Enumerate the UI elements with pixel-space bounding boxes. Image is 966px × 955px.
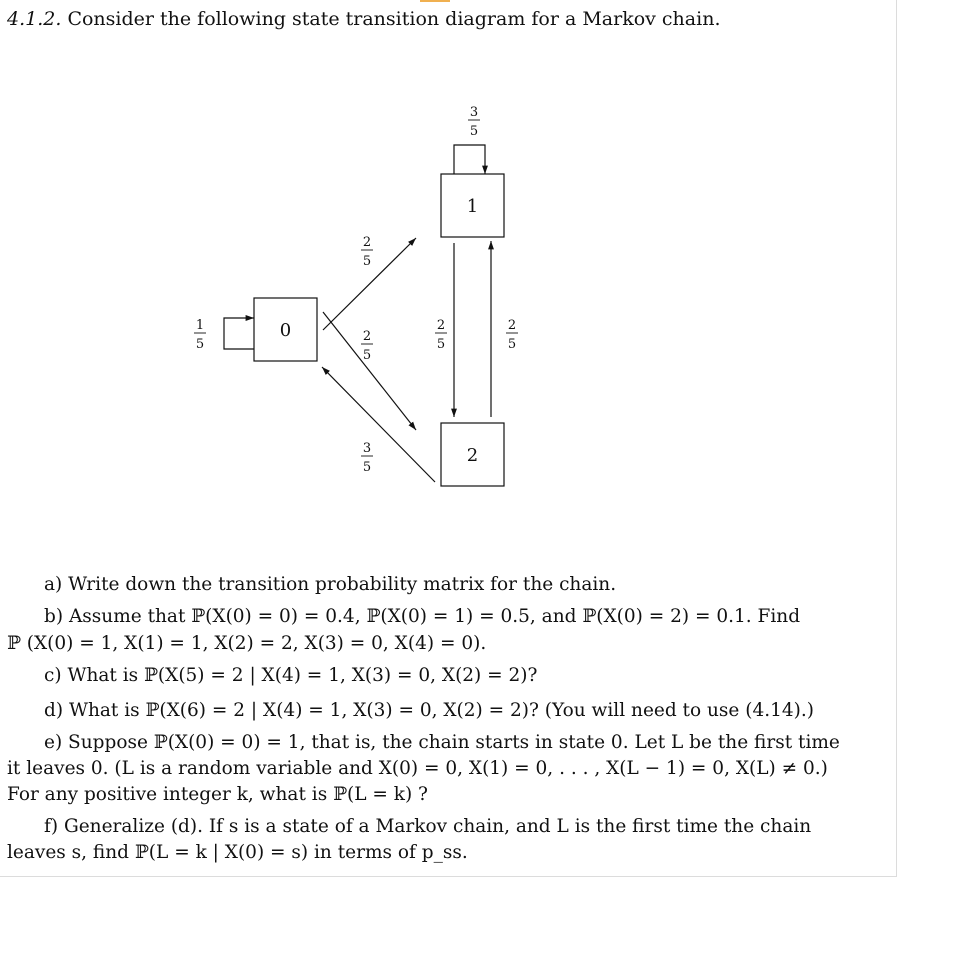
state-2-label: 2 [466,445,479,466]
edge-0-to-0 [224,318,254,349]
edge-0-to-1 [323,238,416,330]
part-e-line-3: For any positive integer k, what is ℙ(L = k) ? [7,784,428,805]
part-e-line-1: e) Suppose ℙ(X(0) = 0) = 1, that is, the chain starts in state 0. Let L be the first time [44,732,840,753]
edge-2-to-0 [322,367,435,482]
svg-text:5: 5 [362,460,372,475]
svg-text:2: 2 [362,329,372,344]
prob-label-0-to-2 [361,329,373,363]
part-f-line-1: f) Generalize (d). If s is a state of a Markov chain, and L is the first time the chain [44,816,812,837]
svg-text:5: 5 [362,348,372,363]
state-0-label: 0 [279,320,292,341]
edge-1-to-1 [454,145,485,174]
prob-label-1-to-2 [435,318,447,352]
svg-text:5: 5 [436,337,446,352]
part-b-line-1: b) Assume that ℙ(X(0) = 0) = 0.4, ℙ(X(0) = 1) = 0.5, and ℙ(X(0) = 2) = 0.1. Find [44,606,801,627]
svg-text:5: 5 [362,254,372,269]
part-e-line-2: it leaves 0. (L is a random variable and X(0) = 0, X(1) = 0, . . . , X(L − 1) = 0, X(L) ≠ 0.) [7,758,828,779]
svg-text:1: 1 [195,318,205,333]
svg-text:2: 2 [362,235,372,250]
svg-text:3: 3 [469,105,479,120]
svg-text:2: 2 [507,318,517,333]
problem-number: 4.1.2. [7,8,62,30]
svg-text:5: 5 [507,337,517,352]
prob-label-1-to-1 [468,105,480,139]
svg-text:3: 3 [362,441,372,456]
part-c: c) What is ℙ(X(5) = 2 | X(4) = 1, X(3) = 0, X(2) = 2)? [44,665,538,686]
prob-label-0-to-1 [361,235,373,269]
prob-label-0-to-0 [194,318,206,352]
part-b-line-2: ℙ (X(0) = 1, X(1) = 1, X(2) = 2, X(3) = 0, X(4) = 0). [7,633,487,654]
problem-intro: Consider the following state transition diagram for a Markov chain. [67,8,721,30]
part-a: a) Write down the transition probability matrix for the chain. [44,574,617,595]
svg-text:5: 5 [469,124,479,139]
prob-label-2-to-0 [361,441,373,475]
svg-text:5: 5 [195,337,205,352]
svg-text:2: 2 [436,318,446,333]
part-d: d) What is ℙ(X(6) = 2 | X(4) = 1, X(3) = 0, X(2) = 2)? (You will need to use (4.14).) [44,700,814,721]
state-1-label: 1 [466,196,479,217]
part-f-line-2: leaves s, find ℙ(L = k | X(0) = s) in terms of p_ss. [7,842,468,863]
prob-label-2-to-1 [506,318,518,352]
